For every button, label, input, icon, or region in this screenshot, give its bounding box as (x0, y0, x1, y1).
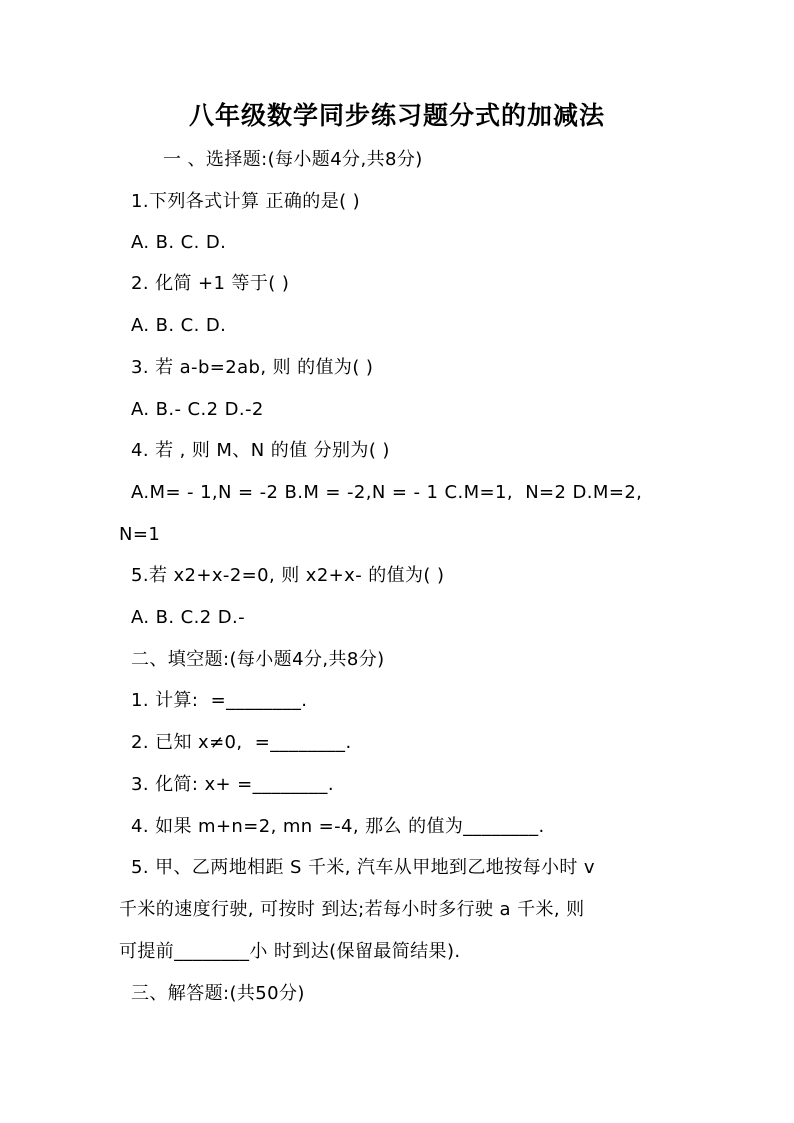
question-5-options: A. B. C.2 D.- (131, 607, 245, 628)
section-heading-solve: 三、解答题:(共50分) (131, 983, 305, 1004)
section-heading-choice: 一 、选择题:(每小题4分,共8分) (163, 149, 423, 170)
question-1: 1.下列各式计算 正确的是( ) (131, 191, 361, 212)
section-heading-fill: 二、填空题:(每小题4分,共8分) (131, 649, 385, 670)
fill-question-5-continued: 千米的速度行驶, 可按时 到达;若每小时多行驶 a 千米, 则 (119, 899, 585, 920)
question-4-options: A.M= - 1,N = -2 B.M = -2,N = - 1 C.M=1, N=2 D.M=2, (131, 482, 643, 503)
question-4: 4. 若 , 则 M、N 的值 分别为( ) (131, 440, 390, 461)
question-1-options: A. B. C. D. (131, 232, 227, 253)
question-2: 2. 化简 +1 等于( ) (131, 273, 290, 294)
document-title: 八年级数学同步练习题分式的加减法 (188, 101, 605, 130)
question-3: 3. 若 a-b=2ab, 则 的值为( ) (131, 357, 374, 378)
fill-question-5-end: 可提前________小 时到达(保留最简结果). (119, 941, 461, 962)
question-5: 5.若 x2+x-2=0, 则 x2+x- 的值为( ) (131, 565, 445, 586)
question-3-options: A. B.- C.2 D.-2 (131, 399, 264, 420)
fill-question-5: 5. 甲、乙两地相距 S 千米, 汽车从甲地到乙地按每小时 v (131, 857, 595, 878)
fill-question-4: 4. 如果 m+n=2, mn =-4, 那么 的值为________. (131, 816, 545, 837)
fill-question-1: 1. 计算: =________. (131, 690, 308, 711)
fill-question-3: 3. 化简: x+ =________. (131, 774, 334, 795)
question-4-options-continued: N=1 (119, 524, 161, 545)
question-2-options: A. B. C. D. (131, 315, 227, 336)
fill-question-2: 2. 已知 x≠0, =________. (131, 732, 352, 753)
